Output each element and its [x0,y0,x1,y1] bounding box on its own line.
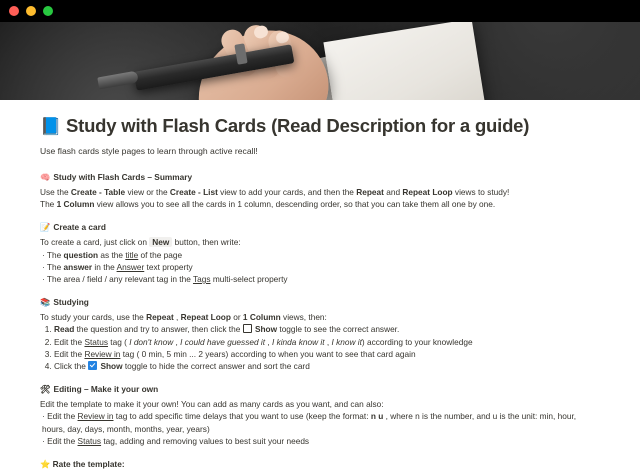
books-icon: 📚 [40,297,51,308]
checkbox-unchecked-icon[interactable] [243,324,252,333]
section-studying-intro: To study your cards, use the Repeat , Repeat Loop or 1 Column views, then: [40,312,327,323]
maximize-window-button[interactable] [43,6,53,16]
page-title [40,114,600,138]
section-studying-steps [40,323,600,372]
section-editing-heading-text: Editing – Make it your own [53,384,159,395]
list-item: · Edit the Status tag, adding and removing values to best suit your needs [42,435,600,447]
section-summary-heading-text: Study with Flash Cards – Summary [53,172,193,182]
brain-icon: 🧠 [40,172,51,182]
list-item: · Edit the Review in tag to add specific time delays that you want to use (keep the format: n u , where n is the number, and u is the unit: min, hour, hours, day, days, month, months, year, years) [42,410,600,434]
section-create-card-heading-text: Create a card [53,222,106,233]
list-item: 4. Click the Show toggle to hide the correct answer and sort the card [54,360,600,372]
section-create-card-intro: To create a card, just click on New button, then write: [40,237,241,248]
tools-icon: 🛠 [40,384,51,395]
section-rate-template-heading [40,458,600,470]
page-title-text: Study with Flash Cards (Read Description for a guide) [65,115,530,136]
memo-icon: 📝 [40,222,51,233]
section-summary-line-1: Use the Create - Table view or the Create - List view to add your cards, and then the Repeat and Repeat Loop views to study! [40,187,510,197]
list-item: · The answer in the Answer text property [42,261,600,273]
section-create-card-heading [40,221,600,233]
section-summary-heading [40,171,600,183]
page-content [0,100,640,470]
section-create-card [40,221,600,285]
list-item: 1. Read the question and try to answer, then click the Show toggle to see the correct answer. [54,323,600,335]
list-item: 2. Edit the Status tag ( I don't know , I could have guessed it , I kinda know it , I know it) according to your knowledge [54,336,600,348]
book-icon: 📘 [40,117,61,136]
list-item: · The question as the title of the page [42,249,600,261]
section-editing-bullets [40,410,600,447]
section-studying-heading-text: Studying [53,297,89,308]
section-summary [40,171,600,210]
page-cover-image [0,22,640,100]
section-editing-heading [40,383,600,395]
section-create-card-bullets [40,249,600,286]
close-window-button[interactable] [9,6,19,16]
page-subtitle: Use flash cards style pages to learn through active recall! [40,146,258,156]
section-summary-line-2: The 1 Column view allows you to see all the cards in 1 column, descending order, so that you can take them all one by one. [40,199,496,210]
list-item: 3. Edit the Review in tag ( 0 min, 5 min ... 2 years) according to when you want to see that card again [54,348,600,360]
checkbox-checked-icon[interactable] [88,361,97,370]
list-item: · The area / field / any relevant tag in the Tags multi-select property [42,273,600,285]
star-icon: ⭐ [40,459,51,470]
section-editing [40,383,600,447]
section-studying-heading [40,296,600,308]
section-studying [40,296,600,372]
minimize-window-button[interactable] [26,6,36,16]
section-rate-template-heading-text: Rate the template: [52,459,125,470]
window-titlebar [0,0,640,22]
section-editing-intro: Edit the template to make it your own! You can add as many cards as you want, and can also: [40,399,384,410]
